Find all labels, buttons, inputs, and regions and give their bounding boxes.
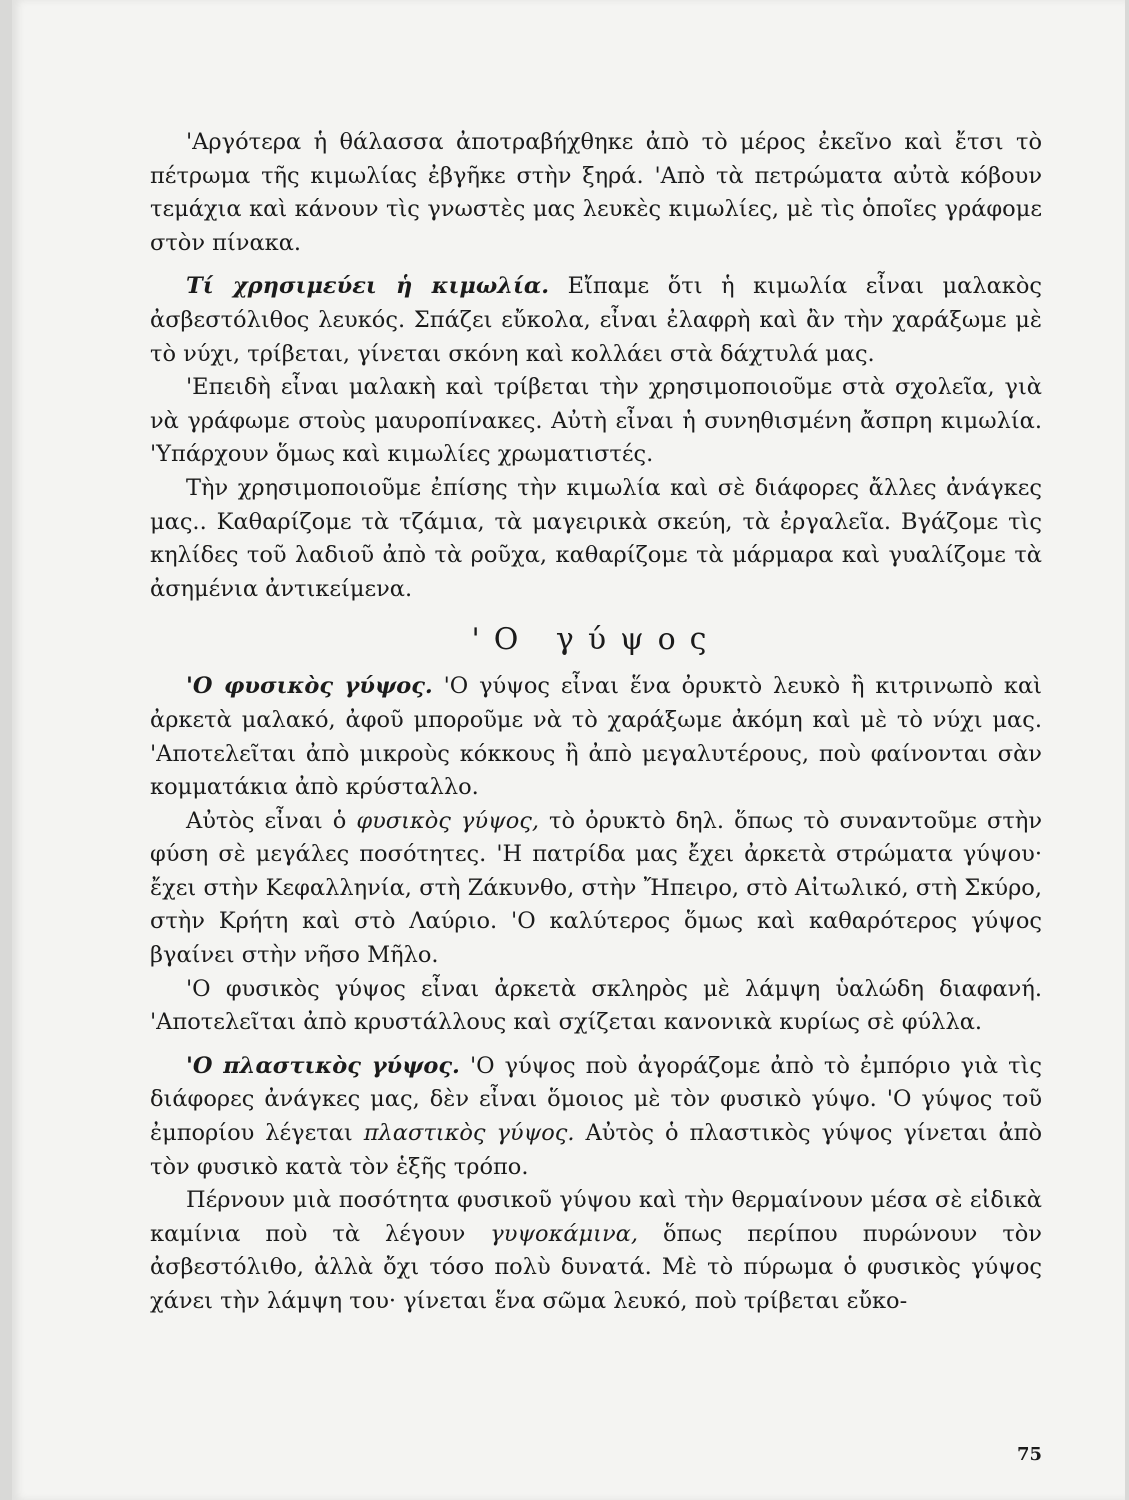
paragraph-text: 'Ο γύψος εἶναι ἕνα ὀρυκτὸ λευκὸ ἢ κιτρινωπὸ καὶ ἀρκετὰ μαλακό, ἀφοῦ μποροῦμε νὰ τὸ χαράξωμε ἀκόμη καὶ μὲ τὸ νύχι μας. 'Αποτελεῖται ἀπὸ μικροὺς κόκκους ἢ ἀπὸ μεγαλυτέρους, ποὺ φαίνονται σὰν κομματάκια ἀπὸ κρύσταλλο. [150,673,1042,801]
paragraph [150,670,1042,804]
paragraph [150,973,1042,1040]
paragraph [150,126,1042,260]
body-text [150,126,1042,1319]
paragraph-text: Εἴπαμε ὅτι ἡ κιμωλία εἶναι μαλακὸς ἀσβεστόλιθος λευκός. Σπάζει εὔκολα, εἶναι ἐλαφρὴ καὶ ἂν τὴν χαράξωμε μὲ τὸ νύχι, τρίβεται, γίνεται σκόνη καὶ κολλάει στὰ δάχτυλά μας. [150,273,1042,367]
paragraph [150,472,1042,606]
paragraph [150,371,1042,472]
paragraph-text: 'Ο γύψος ποὺ ἀγοράζομε ἀπὸ τὸ ἐμπόριο γιὰ τὶς διάφορες ἀνάγκες μας, δὲν εἶναι ὅμοιος μὲ τὸν φυσικὸ γύψο. 'Ο γύψος τοῦ ἐμπορίου λέγεται [150,1052,1043,1147]
paragraph-text: Τὴν χρησιμοποιοῦμε ἐπίσης τὴν κιμωλία καὶ σὲ διάφορες ἄλλες ἀνάγκες μας.. Καθαρίζομε τὰ τζάμια, τὰ μαγειρικὰ σκεύη, τὰ ἐργαλεῖα. Βγάζομε τὶς κηλίδες τοῦ λαδιοῦ ἀπὸ τὰ ροῦχα, καθαρίζομε τὰ μάρμαρα καὶ γυαλίζομε τὰ ἀσημένια ἀντικείμενα. [150,474,1042,602]
paragraph-text: Πέρνουν μιὰ ποσότητα φυσικοῦ γύψου καὶ τὴν θερμαίνουν μέσα σὲ εἰδικὰ καμίνια ποὺ τὰ λέγουν [150,1187,1042,1247]
italic-term: γυψοκάμινα, [490,1220,638,1247]
page-number: 75 [1017,1444,1043,1465]
paragraph [150,1184,1042,1318]
paragraph-text: Αὐτὸς εἶναι ὁ [186,807,347,834]
paragraph-lead-heading: Τί χρησιμεύει ἡ κιμωλία. [186,273,550,300]
paragraph-text: 'Επειδὴ εἶναι μαλακὴ καὶ τρίβεται τὴν χρησιμοποιοῦμε στὰ σχολεῖα, γιὰ νὰ γράφωμε στοὺς μαυροπίνακες. Αὐτὴ εἶναι ἡ συνηθισμένη ἄσπρη κιμωλία. 'Υπάρχουν ὅμως καὶ κιμωλίες χρωματιστές. [150,374,1042,468]
italic-term: πλαστικὸς γύψος. [363,1120,575,1147]
paragraph-text: 'Ο φυσικὸς γύψος εἶναι ἀρκετὰ σκληρὸς μὲ λάμψη ὑαλώδη διαφανή. 'Αποτελεῖται ἀπὸ κρυστάλλους καὶ σχίζεται κανονικὰ κυρίως σὲ φύλλα. [150,975,1042,1036]
paragraph-text: τὸ ὀρυκτὸ δηλ. ὅπως τὸ συναντοῦμε στὴν φύση σὲ μεγάλες ποσότητες. 'Η πατρίδα μας ἔχει ἀρκετὰ στρώματα γύψου· ἔχει στὴν Κεφαλληνία, στὴ Ζάκυνθο, στὴν Ἤπειρο, στὸ Αἰτωλικό, στὴ Σκύρο, στὴν Κρήτη καὶ στὸ Λαύριο. 'Ο καλύτερος ὅμως καὶ καθαρότερος γύψος βγαίνει στὴν νῆσο Μῆλο. [150,807,1042,969]
book-page [12,0,1125,1500]
paragraph [150,805,1042,973]
italic-term: φυσικὸς γύψος, [356,807,539,834]
paragraph-lead-heading: 'Ο πλαστικὸς γύψος. [186,1052,460,1079]
paragraph-text: Αὐτὸς ὁ πλαστικὸς γύψος γίνεται ἀπὸ τὸν φυσικὸ κατὰ τὸν ἑξῆς τρόπο. [150,1120,1042,1180]
paragraph [150,270,1042,371]
paragraph [150,1050,1042,1184]
paragraph-text: ὅπως περίπου πυρώνουν τὸν ἀσβεστόλιθο, ἀλλὰ ὄχι τόσο πολὺ δυνατά. Μὲ τὸ πύρωμα ὁ φυσικὸς γύψος χάνει τὴν λάμψη του· γίνεται ἕνα σῶμα λευκό, ποὺ τρίβεται εὔκο- [150,1220,1042,1314]
section-title: 'Ο γύψος [471,622,721,658]
paragraph-lead-heading: 'Ο φυσικὸς γύψος. [186,673,433,700]
paragraph-text: 'Αργότερα ἡ θάλασσα ἀποτραβήχθηκε ἀπὸ τὸ μέρος ἐκεῖνο καὶ ἔτσι τὸ πέτρωμα τῆς κιμωλίας ἐβγῆκε στὴν ξηρά. 'Απὸ τὰ πετρώματα αὐτὰ κόβουν τεμάχια καὶ κάνουν τὶς γνωστὲς μας λευκὲς κιμωλίες, μὲ τὶς ὁποῖες γράφομε στὸν πίνακα. [150,129,1042,256]
